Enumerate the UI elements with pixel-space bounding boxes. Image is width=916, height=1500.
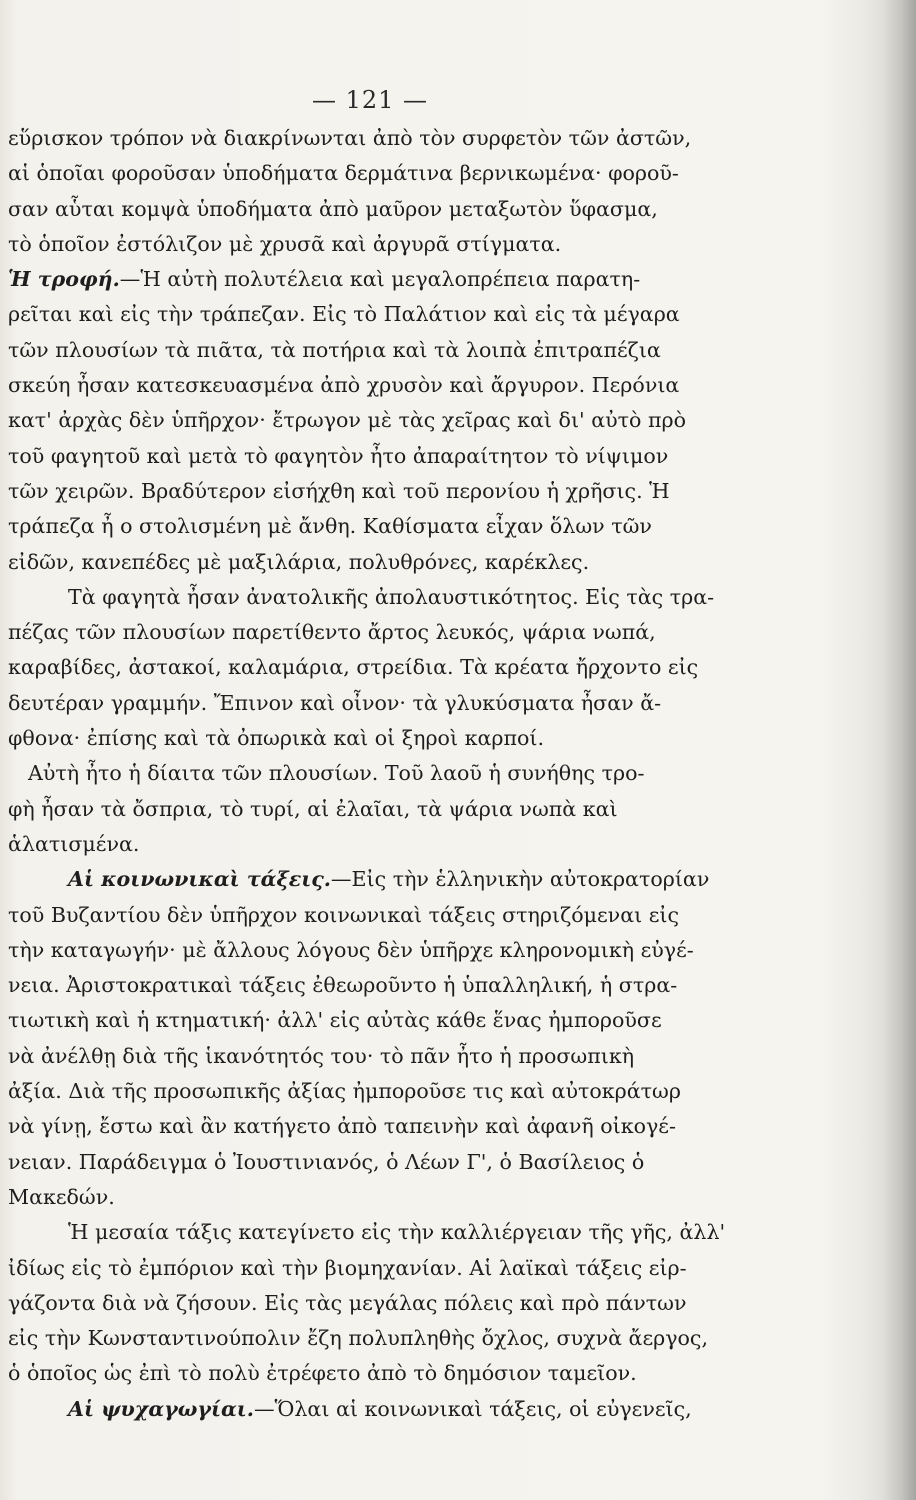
line-text: —Ὅλαι αἱ κοινωνικαὶ τάξεις, οἱ εὐγενεῖς, bbox=[253, 1396, 692, 1421]
text-line bbox=[8, 1145, 760, 1180]
line-text: ἀξία. Διὰ τῆς προσωπικῆς ἀξίας ἠμποροῦσε τις καὶ αὐτοκράτωρ bbox=[8, 1079, 681, 1104]
line-text: κατ' ἀρχὰς δὲν ὑπῆρχον· ἔτρωγον μὲ τὰς χεῖρας καὶ δι' αὐτὸ πρὸ bbox=[8, 408, 687, 433]
line-text: καραβίδες, ἀστακοί, καλαμάρια, στρείδια. Τὰ κρέατα ἤρχοντο εἰς bbox=[8, 655, 699, 680]
line-text: σκεύη ἦσαν κατεσκευασμένα ἀπὸ χρυσὸν καὶ ἄργυρον. Περόνια bbox=[8, 373, 680, 398]
line-text: εἰδῶν, κανεπέδες μὲ μαξιλάρια, πολυθρόνες, καρέκλες. bbox=[8, 549, 590, 574]
line-text: εἰς τὴν Κωνσταντινούπολιν ἔζη πολυπληθὴς ὄχλος, συχνὰ ἄεργος, bbox=[8, 1326, 709, 1351]
page-number: — 121 — bbox=[311, 86, 429, 114]
text-line bbox=[8, 1356, 760, 1391]
line-text: ρεῖται καὶ εἰς τὴν τράπεζαν. Εἰς τὸ Παλάτιον καὶ εἰς τὰ μέγαρα bbox=[8, 302, 680, 327]
line-text: νειαν. Παράδειγμα ὁ Ἰουστινιανός, ὁ Λέων Γ', ὁ Βασίλειος ὁ bbox=[8, 1149, 645, 1174]
text-line bbox=[8, 827, 760, 862]
text-line bbox=[8, 898, 760, 933]
text-line bbox=[8, 1074, 760, 1109]
line-text: τὸ ὁποῖον ἐστόλιζον μὲ χρυσᾶ καὶ ἀργυρᾶ στίγματα. bbox=[8, 231, 562, 256]
text-line bbox=[8, 1251, 760, 1286]
text-line bbox=[8, 545, 760, 580]
line-text: ἁλατισμένα. bbox=[8, 831, 140, 856]
line-text: τῶν πλουσίων τὰ πιᾶτα, τὰ ποτήρια καὶ τὰ λοιπὰ ἐπιτραπέζια bbox=[8, 337, 661, 362]
line-text: τῶν χειρῶν. Βραδύτερον εἰσήχθη καὶ τοῦ περονίου ἡ χρῆσις. Ἡ bbox=[8, 478, 670, 503]
line-text: τοῦ φαγητοῦ καὶ μετὰ τὸ φαγητὸν ἦτο ἀπαραίτητον τὸ νίψιμον bbox=[8, 443, 669, 468]
text-line bbox=[8, 368, 760, 403]
text-line bbox=[8, 262, 760, 297]
line-text: τὴν καταγωγήν· μὲ ἄλλους λόγους δὲν ὑπῆρχε κληρονομικὴ εὐγέ- bbox=[8, 937, 694, 962]
text-line bbox=[8, 297, 760, 332]
line-text: εὕρισκον τρόπον νὰ διακρίνωνται ἀπὸ τὸν συρφετὸν τῶν ἀστῶν, bbox=[8, 126, 692, 150]
line-text: νὰ γίνῃ, ἔστω καὶ ἂν κατήγετο ἀπὸ ταπεινὴν καὶ ἀφανῆ οἰκογέ- bbox=[8, 1114, 676, 1139]
text-line bbox=[8, 156, 760, 191]
line-text: φὴ ἦσαν τὰ ὄσπρια, τὸ τυρί, αἱ ἐλαῖαι, τὰ ψάρια νωπὰ καὶ bbox=[8, 796, 618, 821]
line-text: τράπεζα ἦ ο στολισμένη μὲ ἄνθη. Καθίσματα εἶχαν ὅλων τῶν bbox=[8, 514, 652, 539]
text-line bbox=[8, 1215, 760, 1250]
section-heading: Ἡ τροφή. bbox=[8, 267, 120, 292]
line-text: —Εἰς τὴν ἑλληνικὴν αὐτοκρατορίαν bbox=[330, 867, 710, 892]
text-line bbox=[8, 933, 760, 968]
section-heading: Αἱ ψυχαγωγίαι. bbox=[68, 1396, 254, 1421]
text-line bbox=[8, 1286, 760, 1321]
text-line bbox=[8, 862, 760, 897]
text-line bbox=[8, 509, 760, 544]
text-line bbox=[8, 686, 760, 721]
text-line bbox=[8, 439, 760, 474]
text-line bbox=[8, 474, 760, 509]
line-text: αἱ ὁποῖαι φοροῦσαν ὑποδήματα δερμάτινα βερνικωμένα· φοροῦ- bbox=[8, 161, 679, 186]
line-text: Τὰ φαγητὰ ἦσαν ἀνατολικῆς ἀπολαυστικότητος. Εἰς τὰς τρα- bbox=[68, 584, 715, 609]
text-line bbox=[8, 333, 760, 368]
text-line bbox=[8, 1392, 760, 1427]
text-line bbox=[8, 192, 760, 227]
line-text: νεια. Ἀριστοκρατικαὶ τάξεις ἐθεωροῦντο ἡ ὑπαλληλική, ἡ στρα- bbox=[8, 973, 678, 998]
text-line bbox=[8, 403, 760, 438]
line-text: τιωτικὴ καὶ ἡ κτηματική· ἀλλ' εἰς αὐτὰς κάθε ἕνας ἠμποροῦσε bbox=[8, 1008, 662, 1033]
line-text: Αὐτὴ ἦτο ἡ δίαιτα τῶν πλουσίων. Τοῦ λαοῦ ἡ συνήθης τρο- bbox=[28, 761, 645, 786]
line-text: ὁ ὁποῖος ὡς ἐπὶ τὸ πολὺ ἐτρέφετο ἀπὸ τὸ δημόσιον ταμεῖον. bbox=[8, 1361, 637, 1386]
text-line bbox=[8, 615, 760, 650]
line-text: Ἡ μεσαία τάξις κατεγίνετο εἰς τὴν καλλιέργειαν τῆς γῆς, ἀλλ' bbox=[68, 1220, 726, 1245]
text-line bbox=[8, 121, 760, 156]
line-text: νὰ ἀνέλθῃ διὰ τῆς ἱκανότητός του· τὸ πᾶν ἦτο ἡ προσωπικὴ bbox=[8, 1043, 635, 1068]
text-line bbox=[8, 580, 760, 615]
text-line bbox=[8, 721, 760, 756]
section-heading: Αἱ κοινωνικαὶ τάξεις. bbox=[68, 867, 331, 892]
page-edge-shadow bbox=[882, 0, 916, 1500]
text-line bbox=[8, 1109, 760, 1144]
line-text: δευτέραν γραμμήν. Ἔπινον καὶ οἶνον· τὰ γλυκύσματα ἦσαν ἄ- bbox=[8, 690, 662, 715]
line-text: ἰδίως εἰς τὸ ἐμπόριον καὶ τὴν βιομηχανίαν. Αἱ λαϊκαὶ τάξεις εἰρ- bbox=[8, 1255, 687, 1280]
text-line bbox=[8, 1321, 760, 1356]
text-line bbox=[8, 1180, 760, 1215]
line-text: γάζοντα διὰ νὰ ζήσουν. Εἰς τὰς μεγάλας πόλεις καὶ πρὸ πάντων bbox=[8, 1290, 687, 1315]
line-text: πέζας τῶν πλουσίων παρετίθεντο ἄρτος λευκός, ψάρια νωπά, bbox=[8, 620, 656, 645]
line-text: τοῦ Βυζαντίου δὲν ὑπῆρχον κοινωνικαὶ τάξεις στηριζόμεναι εἰς bbox=[8, 902, 680, 927]
line-text: —Ἡ αὐτὴ πολυτέλεια καὶ μεγαλοπρέπεια παρατη- bbox=[119, 267, 641, 292]
text-line bbox=[8, 650, 760, 685]
line-text: Μακεδών. bbox=[8, 1184, 115, 1209]
text-line bbox=[8, 1003, 760, 1038]
text-line bbox=[8, 968, 760, 1003]
text-line bbox=[8, 1039, 760, 1074]
line-text: φθονα· ἐπίσης καὶ τὰ ὀπωρικὰ καὶ οἱ ξηροὶ καρποί. bbox=[8, 726, 545, 751]
body-text bbox=[8, 121, 760, 1427]
text-line bbox=[8, 756, 760, 791]
text-line bbox=[8, 792, 760, 827]
text-line bbox=[8, 227, 760, 262]
line-text: σαν αὗται κομψὰ ὑποδήματα ἀπὸ μαῦρον μεταξωτὸν ὕφασμα, bbox=[8, 196, 658, 221]
